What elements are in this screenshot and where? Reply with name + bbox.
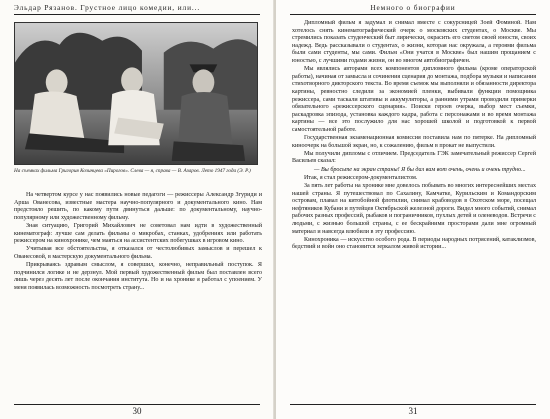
paragraph: Мы являлись авторами всех компонентов дипломного фильма (кроме операторской работы), начиная от замысла и сочинения сценария до монтажа, подбора музыки и написания стихотворного дикторского текста. Во время съемок мы выполняли и обязанности директора картины, ревностно следили за экономией пленки, выбивали функции помощника режиссера, сами таскали штативы и аккумуляторы, а ранними утрами проводили примерки обязательного «режиссерского сценария». Поиски героев очерка, выбор мест съемки, раскадровка эпизода, установка каждого кадра, работа с персонажами и во время монтажа картины — все это послужило для нас хорошей школой и подготовкой к первой самостоятельной работе. (292, 66, 536, 133)
paragraph: Кинохроника — искусство особого рода. В периоды народных потрясений, катаклизмов, бедствий и войн оно становится зеркалом живой истории... (292, 236, 536, 251)
left-page (0, 0, 274, 419)
paragraph: Прикрываясь здравым смыслом, я совершил, конечно, неправильный поступок. Я подчинился логике и не дерзнул. Мой первый художественный фильм был поставлен всего лишь через десять лет после окончания института. Но и на хронике я работал с упоением. У меня появилась возможность посмотреть страну... (14, 262, 262, 291)
right-page (276, 0, 550, 419)
photo-image (15, 23, 257, 164)
paragraph: За пять лет работы на хронике мне довелось побывать во многих интереснейших местах нашей страны. Я путешествовал по Сахалину, Камчатке, Курильским и Командорским островам, плавал на китобойной флотилии, снимал крабоводов в Охотском море, посещал нефтяников Кубани и путейцев Октябрьской железной дороги. Видел много событий, снимал рабочих разных профессий, рыбаков и пограничников, пухлых детей и оленеводов. Встречи с людьми, с жизнью большой страны, с ее бескрайними просторами дали мне огромный материал и навсегда влюбили в эту профессию. (292, 183, 536, 235)
header-rule-right (290, 14, 536, 15)
paragraph: Учитывая все обстоятельства, я отказался от честолюбивых замыслов и перешел к Ованесовой, в мастерскую документального фильма. (14, 246, 262, 260)
footer-rule-left (14, 404, 260, 405)
footer-rule-right (290, 404, 536, 405)
quote-paragraph: — Вы бросьте на экран страны! Я бы дал вам вот очень, очень и очень трудно... (314, 166, 526, 173)
page-number-right: 31 (408, 406, 418, 416)
page-number-left: 30 (132, 406, 142, 416)
photo-film-set (14, 22, 258, 165)
photo-caption: На съемках фильма Григория Козинцева «Пирогов». Слева — я, справа — В. Азаров. Лето 1947 года (Э. Р.) (14, 168, 251, 174)
header-rule-left (14, 14, 260, 15)
left-body-text (14, 192, 262, 404)
paragraph: Зная ситуацию, Григорий Михайлович не советовал нам идти в художественный кинематограф: лучше сам делать фильмы о микробах, станках, удобрениях или работать режиссером на кинохронике, чем маяться на ассистентских побегушках в игровом кино. (14, 222, 262, 245)
paragraph: Государственная экзаменационная комиссия поставила нам по пятерке. На дипломный киноочерк на большой экран, но, к сожалению, фильм в прокат не выпустили. (292, 135, 536, 149)
running-head-right: Немного о биографии (370, 3, 456, 12)
paragraph: Мы получили дипломы с отличием. Председатель ГЭК замечательный режиссер Сергей Васильев сказал: (292, 150, 536, 165)
right-body-text (292, 20, 536, 404)
paragraph: На четвертом курсе у нас появились новые педагоги — режиссеры Александр Згуриди и Арша Ованесова, известные мастера научно-популярного и документального кино. Нам предстояло решить, по какому пути двинуться дальше: по документальному, научно-популярному или художественному фильму. (14, 192, 262, 221)
running-head-left: Эльдар Рязанов. Грустное лицо комедии, или... (14, 3, 201, 12)
paragraph: Дипломный фильм я задумал и снимал вместе с сокурсницей Зоей Фоминой. Нам хотелось снять кинематографический очерк о московских студентах, о Москве. Мы стремились показать студенческий быт лирически, окрасить его светом своей юности, своих надежд. Ведь рассказывали о студентах, о жизни, которая нас окружала, а героями фильма были сами студенты, мы сами. Фильм «Они учатся в Москве» был нашим прощанием с юностью, с лучшими годами жизни, он во многом автобиографичен. (292, 20, 536, 64)
paragraph: Итак, я стал режиссером-документалистом. (304, 174, 418, 181)
